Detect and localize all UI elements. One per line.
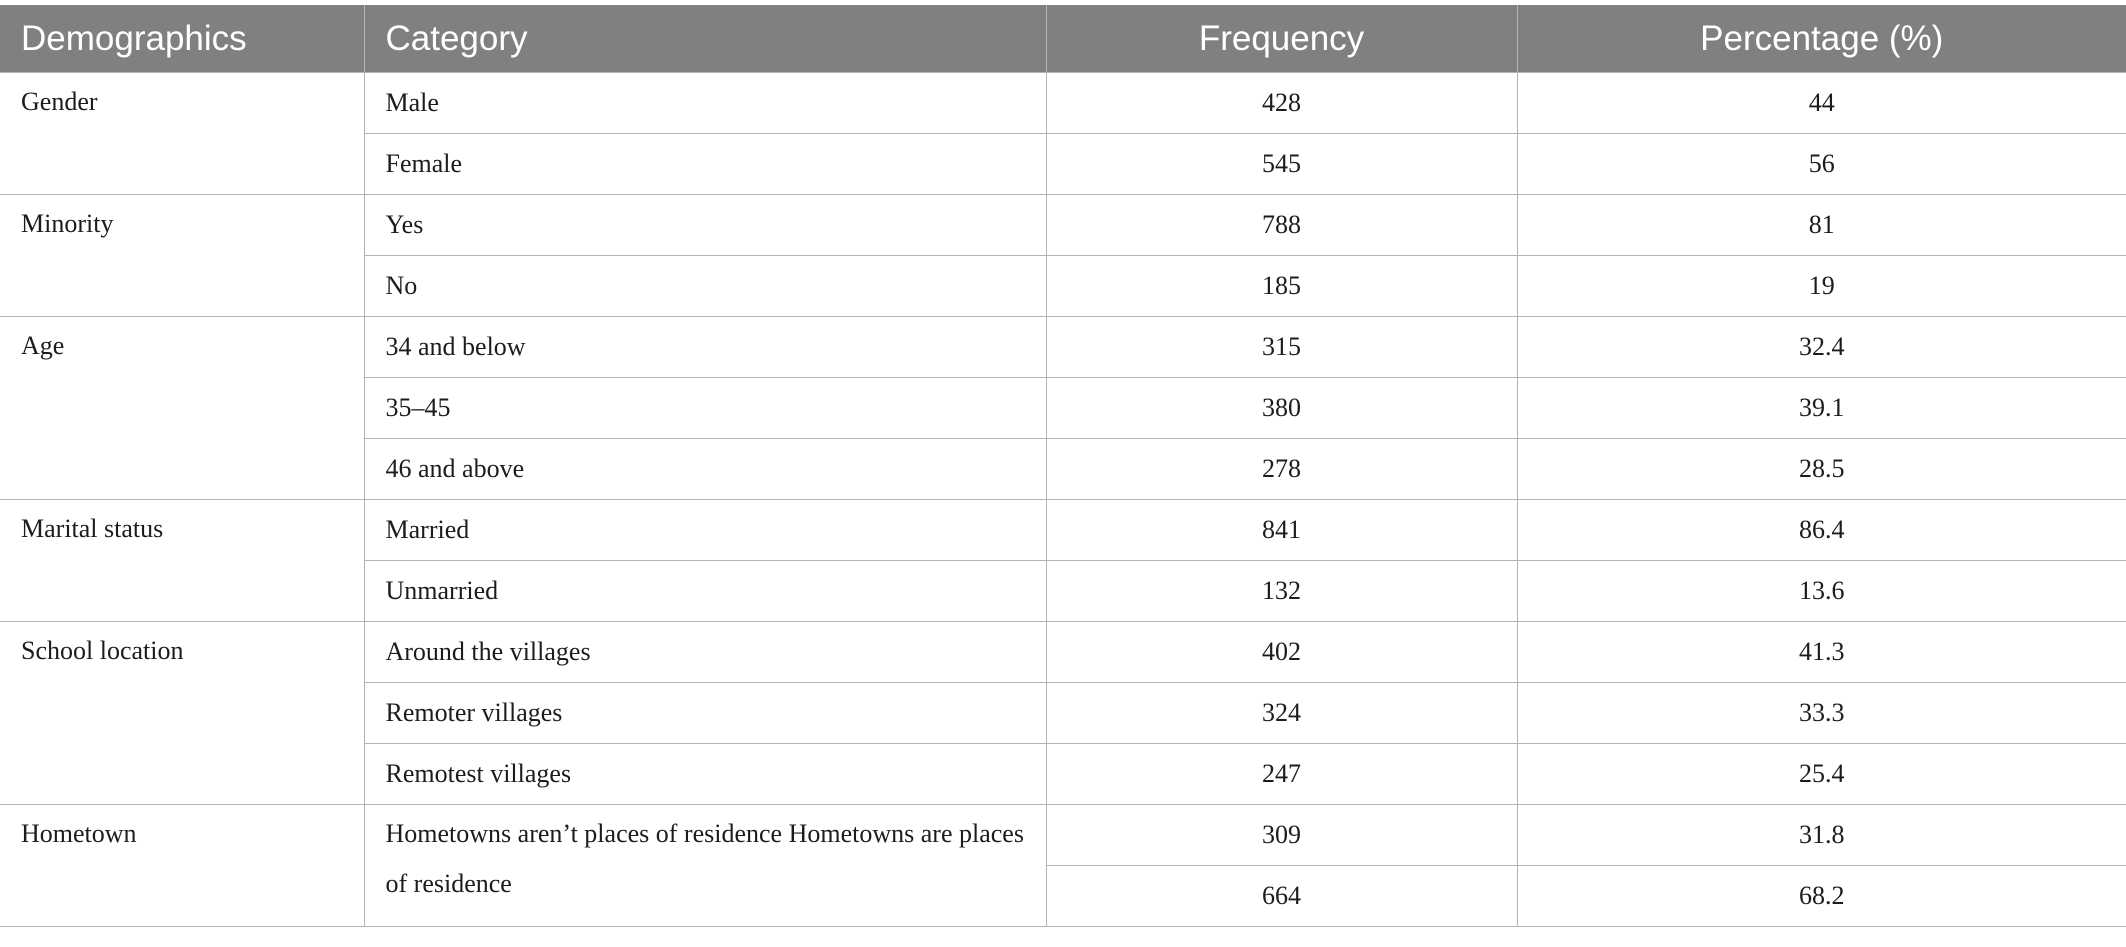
- category-cell: 35–45: [364, 378, 1046, 439]
- table-row: [0, 73, 2126, 134]
- frequency-cell: 324: [1046, 683, 1517, 744]
- frequency-cell: 315: [1046, 317, 1517, 378]
- header-category: Category: [364, 5, 1046, 73]
- category-cell: 46 and above: [364, 439, 1046, 500]
- category-combined-text: Hometowns aren’t places of residence Hometowns are places of residence: [385, 819, 1024, 898]
- table-header-row: [0, 5, 2126, 73]
- category-cell: Remoter villages: [364, 683, 1046, 744]
- percentage-cell: 86.4: [1517, 500, 2126, 561]
- category-cell: Male: [364, 73, 1046, 134]
- percentage-cell: 68.2: [1517, 866, 2126, 927]
- percentage-cell: 44: [1517, 73, 2126, 134]
- percentage-cell: 56: [1517, 134, 2126, 195]
- percentage-cell: 28.5: [1517, 439, 2126, 500]
- frequency-cell: 428: [1046, 73, 1517, 134]
- frequency-cell: 841: [1046, 500, 1517, 561]
- demographic-cell: School location: [0, 622, 364, 805]
- percentage-cell: 39.1: [1517, 378, 2126, 439]
- frequency-cell: 309: [1046, 805, 1517, 866]
- frequency-cell: 278: [1046, 439, 1517, 500]
- frequency-cell: 185: [1046, 256, 1517, 317]
- table-row: [0, 622, 2126, 683]
- demographic-cell: Age: [0, 317, 364, 500]
- frequency-cell: 545: [1046, 134, 1517, 195]
- category-cell: 34 and below: [364, 317, 1046, 378]
- category-cell: Around the villages: [364, 622, 1046, 683]
- frequency-cell: 380: [1046, 378, 1517, 439]
- percentage-cell: 13.6: [1517, 561, 2126, 622]
- percentage-cell: 32.4: [1517, 317, 2126, 378]
- table-row: [0, 805, 2126, 866]
- demographic-cell: Marital status: [0, 500, 364, 622]
- percentage-cell: 25.4: [1517, 744, 2126, 805]
- header-percentage: Percentage (%): [1517, 5, 2126, 73]
- category-cell: Yes: [364, 195, 1046, 256]
- header-frequency: Frequency: [1046, 5, 1517, 73]
- category-cell: Female: [364, 134, 1046, 195]
- frequency-cell: 664: [1046, 866, 1517, 927]
- demographics-table-container: [0, 5, 2126, 927]
- frequency-cell: 247: [1046, 744, 1517, 805]
- percentage-cell: 81: [1517, 195, 2126, 256]
- demographic-cell: Hometown: [0, 805, 364, 927]
- frequency-cell: 132: [1046, 561, 1517, 622]
- frequency-cell: 402: [1046, 622, 1517, 683]
- table-row: [0, 500, 2126, 561]
- table-row: [0, 195, 2126, 256]
- header-demographics: Demographics: [0, 5, 364, 73]
- category-cell: Unmarried: [364, 561, 1046, 622]
- frequency-cell: 788: [1046, 195, 1517, 256]
- table-row: [0, 317, 2126, 378]
- category-cell: No: [364, 256, 1046, 317]
- percentage-cell: 31.8: [1517, 805, 2126, 866]
- category-cell: Married: [364, 500, 1046, 561]
- percentage-cell: 41.3: [1517, 622, 2126, 683]
- percentage-cell: 33.3: [1517, 683, 2126, 744]
- demographic-cell: Minority: [0, 195, 364, 317]
- demographic-cell: Gender: [0, 73, 364, 195]
- category-cell: [364, 805, 1046, 927]
- category-cell: Remotest villages: [364, 744, 1046, 805]
- percentage-cell: 19: [1517, 256, 2126, 317]
- demographics-table: [0, 5, 2126, 927]
